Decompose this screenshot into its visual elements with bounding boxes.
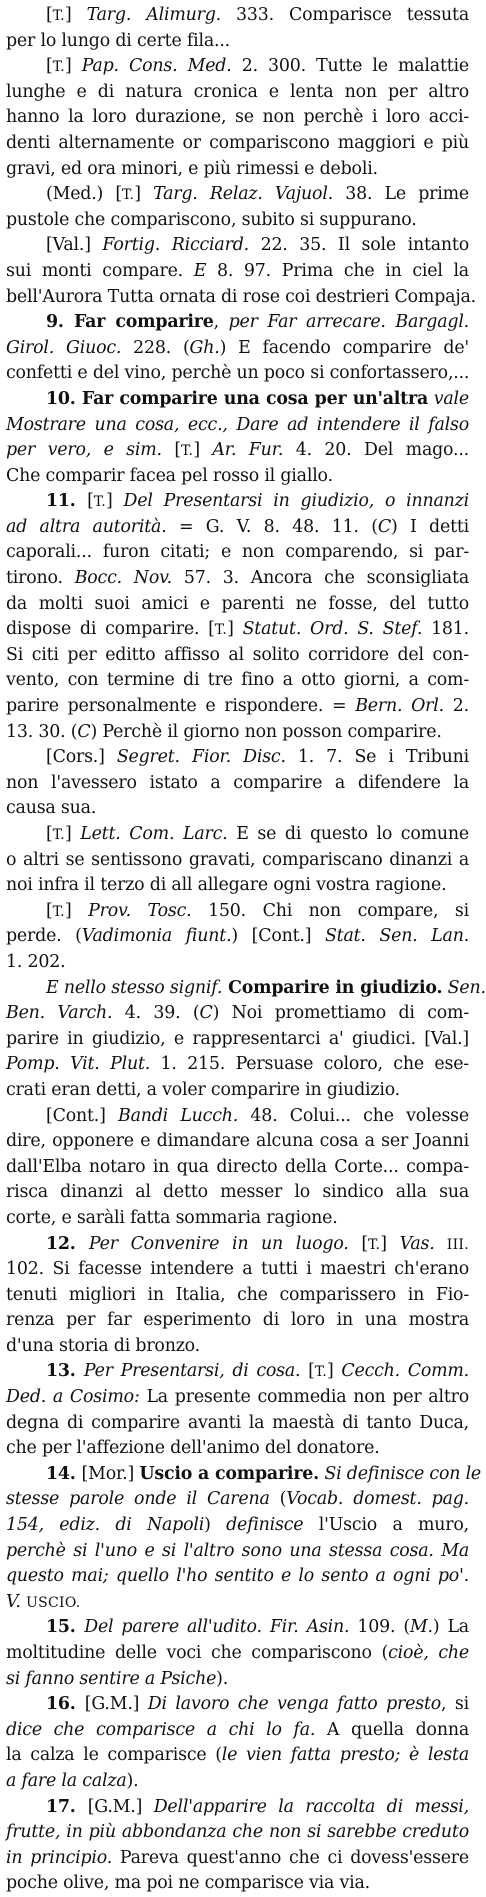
text-line: [6, 1206, 469, 1232]
text-run: ]: [64, 56, 82, 77]
text-run: da molti suoi amici e parenti ne fosse, del tutto: [6, 593, 469, 614]
text-run: dall'Elba notaro in qua directo della Corte... compa-: [6, 1156, 469, 1177]
text-line: [6, 336, 469, 362]
text-line: [6, 796, 469, 822]
text-run: renza per far esperimento di loro in una mostra: [6, 1310, 469, 1331]
text-run: Cecch. Comm.: [341, 1361, 469, 1382]
text-run: 2. 300. Tutte le malattie: [231, 56, 469, 77]
text-line: [6, 489, 469, 515]
text-run: ]: [64, 824, 81, 844]
text-run: [: [87, 491, 94, 512]
text-line: [6, 771, 469, 797]
text-run: ) E facendo comparire de': [219, 337, 469, 358]
text-run: ) [Cont.]: [231, 926, 325, 947]
text-run: tirono.: [6, 568, 75, 589]
text-line: [6, 1283, 469, 1309]
text-run: perde. (: [6, 926, 82, 947]
text-run: Prov. Tosc.: [88, 900, 192, 921]
text-line: [6, 515, 469, 541]
text-run: E: [193, 260, 207, 281]
text-line: [6, 1667, 469, 1693]
text-run: Si definisce con le: [319, 1463, 482, 1484]
text-line: [6, 924, 469, 950]
text-line: [6, 1487, 469, 1513]
text-run: Bocc. Nov.: [74, 568, 172, 589]
text-run: dire, opponere e dimandare alcuna cosa a ser Joanni: [6, 1131, 469, 1152]
text-run: Del parere all'udito. Fir. Asin.: [84, 1617, 350, 1638]
text-run: per lo lungo di certe fila...: [6, 30, 231, 51]
text-run: Pareva quest'anno che ci dovess'essere: [112, 1847, 469, 1868]
text-line: [6, 1462, 482, 1488]
text-run: poche olive, ma poi ne comparisce via via.: [6, 1873, 370, 1894]
text-line: [6, 1795, 469, 1821]
text-run: denti alternamente or compariscono maggiori e più: [6, 132, 469, 153]
text-line: [6, 80, 469, 106]
text-line: [6, 1308, 469, 1334]
text-run: Gh.: [189, 337, 220, 358]
text-line: [6, 3, 469, 29]
text-run: 14.: [46, 1463, 82, 1484]
text-run: ) La: [432, 1617, 469, 1638]
text-line: [6, 361, 469, 387]
text-run: 228. (: [121, 337, 190, 358]
text-run: causa sua.: [6, 798, 97, 819]
text-line: [6, 720, 469, 746]
text-run: corte, e saràli fatta sommaria ragione.: [6, 1207, 338, 1228]
text-run: Bern. Orl.: [355, 696, 444, 717]
text-run: , si: [441, 1694, 469, 1715]
text-line: [6, 643, 469, 669]
text-run: gravi, ed ora minori, e più rimessi e deboli.: [6, 158, 378, 179]
text-run: [Mor.]: [81, 1463, 140, 1484]
text-run: Pomp. Vit. Plut.: [6, 1054, 151, 1075]
text-run: ]: [327, 1361, 342, 1382]
text-run: Pap. Cons. Med.: [81, 56, 232, 77]
text-line: [6, 438, 469, 464]
text-line: [6, 1590, 469, 1616]
text-run: USCIO.: [25, 1594, 81, 1611]
text-run: bell'Aurora Tutta ornata di rose coi destrieri Compaja.: [6, 286, 477, 307]
text-run: Uscio a comparire.: [139, 1463, 320, 1484]
text-line: [6, 668, 469, 694]
text-run: III.: [434, 1236, 469, 1253]
text-run: Dell'apparire la raccolta di messi,: [153, 1796, 469, 1817]
text-run: Statut. Ord. S. Stef.: [242, 619, 423, 640]
text-run: Del Presentarsi in giudizio, o innanzi: [123, 491, 469, 512]
text-run: [: [46, 900, 53, 921]
text-run: caporali... furon citati; e non comparendo, si par-: [6, 542, 469, 563]
text-line: [6, 1513, 469, 1539]
text-line: [6, 1129, 469, 1155]
text-line: [6, 617, 469, 643]
text-run: ]: [193, 440, 213, 461]
text-run: 17.: [46, 1796, 88, 1817]
text-run: 12.: [46, 1233, 89, 1254]
text-run: crati eran detti, a voler comparire in giudizio.: [6, 1079, 401, 1100]
text-run: 102. Si facesse intendere a tutti i maestri ch'erano: [6, 1259, 469, 1280]
text-run: 4. 39. (: [112, 1003, 200, 1024]
text-run: la calza le comparisce (: [6, 1745, 222, 1766]
text-run: ]: [380, 1233, 400, 1254]
text-line: [6, 1027, 469, 1053]
text-line: [6, 873, 469, 899]
text-line: [6, 182, 469, 208]
text-run: [: [348, 1233, 368, 1254]
text-run: 9. Far comparire: [46, 312, 214, 333]
text-run: 1. 202.: [6, 951, 66, 972]
text-line: [6, 976, 486, 1002]
text-run: 150. Chi non compare, si: [191, 900, 470, 921]
text-run: 57. 3. Ancora che sconsigliata: [171, 568, 470, 589]
text-run: l'Uscio a muro,: [303, 1515, 469, 1536]
text-line: [6, 208, 469, 234]
text-line: [6, 1052, 469, 1078]
text-run: dispose di comparire. [: [6, 619, 215, 640]
text-run: lunghe e di natura cronica e lenta non per altro: [6, 81, 469, 102]
text-run: 13. 30. (: [6, 721, 78, 742]
text-run: vale: [428, 388, 470, 409]
text-run: vento, con termine di tre fino a otto giorni, a com-: [6, 670, 469, 691]
text-run: [Cont.]: [46, 1105, 118, 1126]
text-line: [6, 1871, 469, 1897]
text-line: [6, 157, 469, 183]
text-run: ) Noi promettiamo di com-: [212, 1003, 469, 1024]
text-run: [: [46, 5, 53, 25]
text-run: 1. 215. Persuase coloro, che ese-: [150, 1054, 469, 1075]
text-line: [6, 1078, 469, 1104]
text-run: Stat. Sen. Lan.: [324, 926, 470, 947]
text-run: Targ. Alimurg.: [86, 5, 221, 25]
text-run: C: [77, 721, 91, 742]
text-run: per vero, e sim.: [6, 440, 162, 461]
text-run: sui monti compare.: [6, 260, 194, 281]
text-run: Targ. Relaz. Vajuol.: [153, 184, 334, 205]
text-line: [6, 1692, 469, 1718]
text-run: 4. 20. Del mago...: [283, 440, 469, 461]
text-line: [6, 1411, 469, 1437]
text-run: ]: [227, 619, 243, 640]
text-run: ,: [213, 312, 229, 333]
text-run: 16.: [46, 1694, 85, 1715]
text-line: [6, 822, 469, 848]
text-line: [6, 105, 469, 131]
text-run: (: [269, 1489, 287, 1510]
text-line: [6, 1359, 469, 1385]
text-run: Lett. Com. Larc.: [80, 824, 228, 844]
text-line: [6, 1334, 469, 1360]
text-line: [6, 694, 469, 720]
text-run: = G. V. 8. 48. 11. (: [166, 516, 378, 537]
text-run: M.: [409, 1617, 433, 1638]
text-line: [6, 1769, 469, 1795]
text-line: [6, 1155, 469, 1181]
text-run: La presente commedia non per altro: [139, 1387, 469, 1408]
text-run: ) I detti: [390, 516, 470, 537]
text-line: [6, 1743, 469, 1769]
text-run: moltitudine delle voci che compariscono (: [6, 1643, 389, 1663]
text-run: 48. Colui... che volesse: [238, 1105, 469, 1126]
text-run: risca dinanzi al detto messer lo sindico alla sua: [6, 1182, 469, 1203]
text-run: 154, ediz. di Napoli: [6, 1515, 205, 1536]
text-run: definisce: [226, 1515, 304, 1536]
text-run: [G.M.]: [87, 1796, 154, 1817]
text-run: in principio.: [6, 1847, 113, 1868]
text-line: [6, 464, 469, 490]
text-run: tenuti migliori in Italia, che comparissero in Fio-: [6, 1284, 469, 1305]
text-run: T.: [180, 443, 194, 460]
text-run: perchè si l'uno e si l'altro sono una stessa cosa. Ma: [6, 1540, 469, 1561]
text-line: [6, 1385, 469, 1411]
text-line: [6, 1257, 469, 1283]
text-run: non l'avessero istato a comparire a difendere la: [6, 772, 469, 793]
text-line: [6, 1180, 469, 1206]
text-run: T.: [121, 187, 135, 204]
text-line: [6, 592, 469, 618]
text-run: Si citi per editto affisso al solito corridore del con-: [6, 644, 469, 665]
text-run: (Med.) [: [46, 184, 122, 205]
text-run: [: [46, 824, 53, 844]
text-line: [6, 1718, 469, 1744]
text-run: parire personalmente e rispondere. =: [6, 696, 356, 717]
text-run: degna di comparire avanti la maestà di tanto Duca,: [6, 1412, 469, 1433]
text-run: Vadimonia fiunt.: [81, 926, 232, 947]
text-run: cioè, che: [388, 1643, 469, 1663]
text-run: ]: [64, 5, 87, 25]
text-run: 13.: [46, 1361, 84, 1382]
text-line: [6, 413, 469, 439]
text-run: per Far arrecare. Bargagl.: [228, 312, 470, 333]
text-line: [6, 259, 469, 285]
text-run: T.: [52, 827, 65, 843]
text-run: dice che comparisce a chi lo fa.: [6, 1719, 316, 1740]
text-run: confetti e del vino, perchè un poco si confortassero,...: [6, 363, 470, 384]
text-run: [Val.]: [46, 235, 103, 256]
text-run: ad altra autorità.: [6, 516, 167, 537]
text-run: 10. Far comparire una cosa per un'altra: [46, 388, 429, 409]
text-line: [6, 1104, 469, 1130]
text-line: [6, 54, 469, 80]
text-run: ).: [126, 1770, 139, 1791]
text-run: Per Presentarsi, di cosa.: [83, 1361, 301, 1382]
text-line: [6, 566, 469, 592]
text-run: E se di questo lo comune: [227, 824, 469, 844]
text-run: Ben. Varch.: [6, 1003, 113, 1024]
text-run: parire in giudizio, e rappresentarci a' giudici. [Val.]: [6, 1028, 469, 1049]
text-run: Vocab. domest. pag.: [286, 1489, 469, 1510]
text-line: [6, 1564, 469, 1590]
text-run: ).: [216, 1668, 229, 1689]
text-line: [6, 310, 469, 336]
text-line: [6, 848, 469, 874]
text-run: pustole che compariscono, subito si suppurano.: [6, 209, 417, 230]
text-run: 181.: [422, 619, 469, 640]
text-line: [6, 387, 469, 413]
text-run: Girol. Giuoc.: [6, 337, 122, 358]
text-line: [6, 1232, 469, 1258]
text-line: [6, 1001, 469, 1027]
text-line: [6, 950, 469, 976]
text-line: [6, 899, 469, 925]
text-line: [6, 131, 469, 157]
text-run: che per l'affezione dell'animo del donatore.: [6, 1438, 380, 1459]
text-line: [6, 29, 469, 55]
text-run: Vas.: [399, 1233, 435, 1254]
text-line: [6, 1539, 469, 1565]
text-run: T.: [214, 622, 228, 639]
text-run: ]: [134, 184, 154, 205]
text-run: T.: [52, 59, 65, 76]
text-run: A quella donna: [315, 1719, 469, 1740]
text-run: 1. 7. Se i Tribuni: [285, 747, 469, 768]
text-run: d'una storia di bronzo.: [6, 1335, 200, 1356]
text-run: T.: [52, 8, 65, 24]
text-run: Segret. Fior. Disc.: [116, 747, 286, 768]
text-run: [: [161, 440, 181, 461]
text-run: Mostrare una cosa, ecc., Dare ad intendere il falso: [6, 414, 469, 435]
text-run: 109. (: [349, 1617, 410, 1638]
text-run: ]: [106, 491, 124, 512]
text-run: E nello stesso signif.: [46, 977, 223, 998]
text-run: stesse parole onde il Carena: [6, 1489, 270, 1510]
text-run: hanno la loro durazione, se non perchè i loro acci-: [6, 107, 469, 128]
text-run: 8. 97. Prima che in ciel la: [206, 260, 469, 281]
text-run: questo mai; quello l'ho sentito e lo sento a ogni po'.: [6, 1566, 469, 1587]
text-line: [6, 1641, 469, 1667]
text-run: 11.: [46, 491, 88, 512]
text-run: noi infra il terzo di all allegare ogni vostra ragione.: [6, 875, 447, 896]
text-run: Sen.: [442, 977, 486, 998]
text-run: frutte, in più abbondanza che non si sarebbe creduto: [6, 1822, 469, 1843]
text-run: 22. 35. Il sole intanto: [248, 235, 469, 256]
text-run: 38. Le prime: [333, 184, 469, 205]
text-run: 333. Comparisce tessuta: [221, 5, 469, 25]
text-run: le vien fatta presto; è lesta: [221, 1745, 469, 1766]
text-line: [6, 1820, 469, 1846]
text-run: ]: [64, 900, 89, 921]
text-run: o altri se sentissono gravati, compariscano dinanzi a: [6, 849, 469, 870]
text-run: 15.: [46, 1617, 85, 1638]
text-run: si fanno sentire a Psiche: [6, 1668, 217, 1689]
text-line: [6, 1846, 469, 1872]
text-run: Ar. Fur.: [212, 440, 284, 461]
text-run: Bandi Lucch.: [117, 1105, 239, 1126]
text-run: C: [199, 1003, 213, 1024]
text-run: T.: [52, 903, 65, 920]
text-run: Che comparir facea pel rosso il giallo.: [6, 465, 333, 486]
text-line: [6, 1436, 469, 1462]
text-line: [6, 745, 469, 771]
text-run: [Cors.]: [46, 747, 117, 768]
text-run: C: [377, 516, 391, 537]
text-run: Ded. a Cosimo:: [6, 1387, 140, 1408]
text-run: T.: [93, 494, 107, 511]
text-run: Di lavoro che venga fatto presto: [147, 1694, 442, 1715]
text-run: ): [204, 1515, 227, 1536]
text-run: [: [46, 56, 53, 77]
text-run: [: [300, 1361, 315, 1382]
text-run: Fortig. Ricciard.: [102, 235, 249, 256]
text-line: [6, 1615, 469, 1641]
text-run: ) Perchè il giorno non posson comparire.: [90, 721, 442, 742]
text-run: Per Convenire in un luogo.: [88, 1233, 349, 1254]
text-run: [G.M.]: [84, 1694, 148, 1715]
text-run: a fare la calza: [6, 1770, 127, 1791]
text-run: T.: [367, 1236, 381, 1253]
text-run: T.: [314, 1364, 328, 1381]
text-line: [6, 285, 477, 311]
text-run: 2.: [443, 696, 469, 717]
text-run: Comparire in giudizio.: [222, 977, 443, 998]
text-run: V.: [6, 1591, 26, 1612]
text-line: [6, 540, 469, 566]
text-line: [6, 233, 469, 259]
